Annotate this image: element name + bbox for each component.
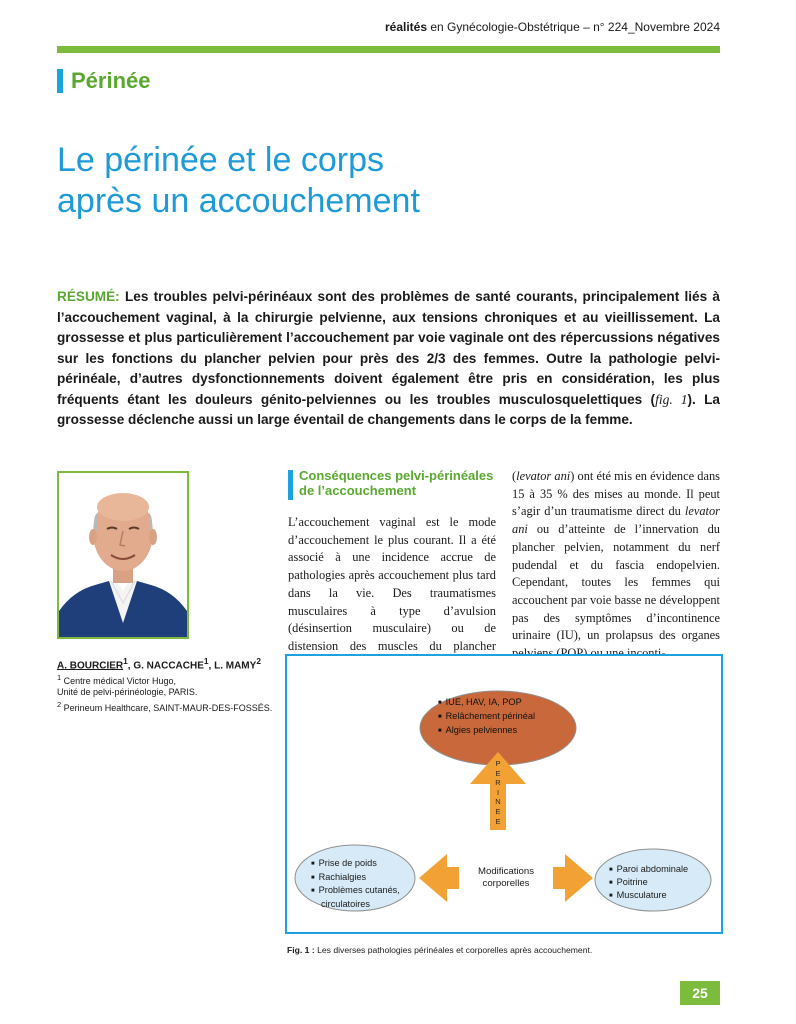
center-label: Modifications corporelles	[478, 866, 534, 889]
left-item: ■ Prise de poids	[311, 858, 400, 872]
title-line-1: Le périnée et le corps	[57, 141, 384, 179]
section-tag	[57, 68, 151, 94]
journal-header: réalités en Gynécologie-Obstétrique – n° 224_Novembre 2024	[384, 20, 720, 34]
top-ellipse-list	[438, 696, 535, 738]
title-line-2: après un accouchement	[57, 182, 420, 220]
left-ellipse-list	[311, 858, 400, 910]
header-rule	[57, 46, 720, 53]
top-item: ■ Relâchement périnéal	[438, 710, 535, 724]
perinee-label: P E R I N E E	[495, 759, 501, 826]
abstract: RÉSUMÉ: Les troubles pelvi-périnéaux sont des problèmes de santé courants, principalement liés à l’accouchement vaginal, à la chirurgie pelvienne, aux tensions chroniques et au vieillissement. La grossesse et plus particulièrement l’accouchement par voie vaginale ont des répercussions négatives sur les fonctions du plancher pelvien pour près des 2/3 des femmes. Outre la pathologie pelvi-périnéale, d’autres dysfonctionnements doivent également être pris en considération, les plus fréquents étant les douleurs génito-pelviennes ou les troubles musculosquelettiques (fig. 1). La grossesse déclenche aussi un large éventail de changements dans le corps de la femme.	[57, 289, 720, 427]
left-item-continuation: circulatoires	[321, 898, 371, 909]
top-item: ■ IUE, HAV, IA, POP	[438, 696, 535, 710]
right-item: ■ Musculature	[609, 890, 688, 903]
left-item: ■ Rachialgies	[311, 872, 400, 886]
affiliation-2: $^2$ Perineum Healthcare, SAINT-MAUR-DES-FOSSÉS.	[57, 699, 273, 713]
subheading-marker	[288, 470, 293, 500]
right-item: ■ Paroi abdominale	[609, 864, 688, 877]
author-block	[57, 656, 287, 714]
body-column-2: (levator ani) ont été mis en évidence dans 15 à 35 % des mises au monde. Il peut s’agir d’un traumatisme direct du levator ani ou d’atteinte de l’innervation du plancher pelvien, notamment du nerf pudendal et du fascia endopelvien. Cependant, toutes les femmes qui accouchent par voie basse ne développent pas des symptômes d’incontinence urinaire (IU), un prolapsus des organes	[512, 469, 721, 643]
affiliation-1: $^1$ Centre médical Victor Hugo,	[57, 672, 177, 686]
abstract-lead: RÉSUMÉ:	[57, 289, 120, 304]
article-subheading: Conséquences pelvi-périnéales de l’accouchement	[288, 468, 499, 500]
author-portrait	[59, 473, 187, 637]
right-item: ■ Poitrine	[609, 877, 688, 890]
left-arrow	[419, 854, 459, 902]
body-column-1: L’accouchement vaginal est le mode d’accouchement le plus courant. Il a été associé à une incidence accrue de pathologies après accouchement plus tard dans la vie. Des traumatismes musculaires à type d’avulsion (désinsertion musculaire) ou de distension des muscles du plancher	[288, 515, 496, 653]
figure-1	[285, 654, 723, 934]
left-item: ■ Problèmes cutanés,	[311, 885, 400, 899]
right-ellipse-list	[609, 864, 688, 903]
section-marker	[57, 69, 63, 93]
top-item: ■ Algies pelviennes	[438, 724, 535, 738]
author-names: A. BOURCIER$^1$, G. NACCACHE$^1$, L. MAMY$^2$	[57, 656, 261, 672]
section-label: Périnée	[71, 68, 151, 93]
affiliation-1-unit: Unité de pelvi-périnéologie, PARIS.	[57, 687, 198, 698]
figure-caption: Fig. 1 : Les diverses pathologies périnéales et corporelles après accouchement.	[287, 945, 593, 955]
page-number: 25	[680, 981, 720, 1005]
article-title	[57, 140, 617, 222]
author-photo	[57, 471, 189, 639]
figure-reference: fig. 1	[655, 391, 688, 407]
right-arrow	[553, 854, 593, 902]
